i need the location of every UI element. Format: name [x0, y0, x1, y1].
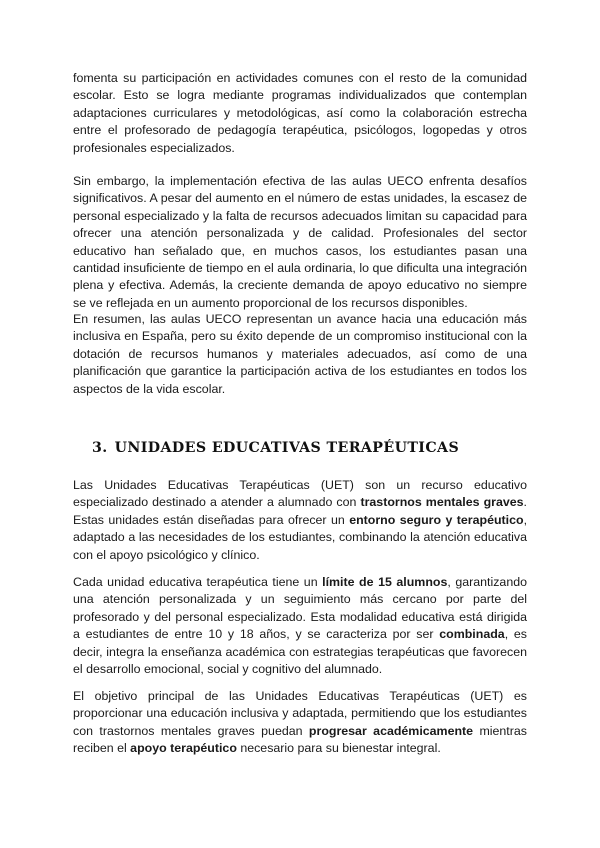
- section-number: 3.: [92, 440, 108, 456]
- paragraph-text: Las Unidades Educativas Terapéuticas (UET) son un recurso educativo especializado destinado a atender a alumnado con: [73, 478, 527, 510]
- paragraph-ueco-summary: [73, 311, 527, 398]
- paragraph-text: , es decir, integra la enseñanza académica con estrategias terapéuticas que favorecen el desarrollo emocional, social y cognitivo del alumnado.: [73, 627, 527, 677]
- section-heading: [92, 440, 459, 456]
- paragraph-text: , adaptado a las necesidades de los estudiantes, combinando la atención educativa con el apoyo psicológico y clínico.: [73, 512, 528, 562]
- paragraph-text: . Estas unidades están diseñadas para ofrecer un: [73, 495, 527, 527]
- paragraph-uet-definition: [73, 477, 527, 564]
- bold-text: límite de 15 alumnos: [322, 575, 448, 589]
- paragraph-uet-capacity: [73, 574, 527, 678]
- paragraph-text: En resumen, las aulas UECO representan un avance hacia una educación más inclusiva en España, pero su éxito depende de un compromiso institucional con la dotación de recursos humanos y materiales adecuados, así como de una planificación que garantice la participación activa de los estudiantes en todos los aspectos de la vida escolar.: [73, 312, 527, 396]
- bold-text: combinada: [439, 627, 505, 642]
- paragraph-text: necesario para su bienestar integral.: [236, 741, 441, 756]
- bold-text: entorno seguro y terapéutico: [349, 512, 524, 527]
- paragraph-text: fomenta su participación en actividades comunes con el resto de la comunidad escolar. Esto se logra mediante programas individualizados que contemplan adaptaciones curriculares y metodológicas, así como la colaboración estrecha entre el profesorado de pedagogía terapéutica, psicólogos, logopedas y otros profesionales especializados.: [73, 71, 527, 155]
- paragraph-text: Sin embargo, la implementación efectiva de las aulas UECO enfrenta desafíos significativos. A pesar del aumento en el número de estas unidades, la escasez de personal especializado y la falta de recursos adecuados limitan su capacidad para ofrecer una atención personalizada y de calidad. Profesionales del sector educativo han señalado que, en muchos casos, los estudiantes pasan una cantidad insuficiente de tiempo en el aula ordinaria, lo que dificulta una integración plena y efectiva. Además, la creciente demanda de apoyo educativo no siempre se ve reflejada en un aumento proporcional de los recursos disponibles.: [73, 174, 527, 310]
- paragraph-uet-objective: [73, 688, 527, 758]
- paragraph-ueco-challenges: [73, 173, 527, 312]
- bold-text: apoyo terapéutico: [130, 741, 237, 756]
- bold-text: trastornos mentales graves: [360, 495, 524, 510]
- paragraph-text: , garantizando una atención personalizada y un seguimiento más cercano por parte del profesorado y del personal especializado. Esta modalidad educativa está dirigida a estudiantes de entre 10 y 18 años, y se caracteriza por ser: [73, 575, 527, 642]
- paragraph-text: El objetivo principal de las Unidades Educativas Terapéuticas (UET) es proporcionar una educación inclusiva y adaptada, permitiendo que los estudiantes con trastornos mentales graves puedan: [73, 689, 527, 738]
- paragraph-text: mientras reciben el: [73, 723, 527, 756]
- paragraph-text: Cada unidad educativa terapéutica tiene un: [73, 575, 323, 589]
- section-title: UNIDADES EDUCATIVAS TERAPÉUTICAS: [114, 440, 460, 456]
- paragraph-ueco-participation: [73, 70, 527, 157]
- bold-text: progresar académicamente: [308, 723, 474, 738]
